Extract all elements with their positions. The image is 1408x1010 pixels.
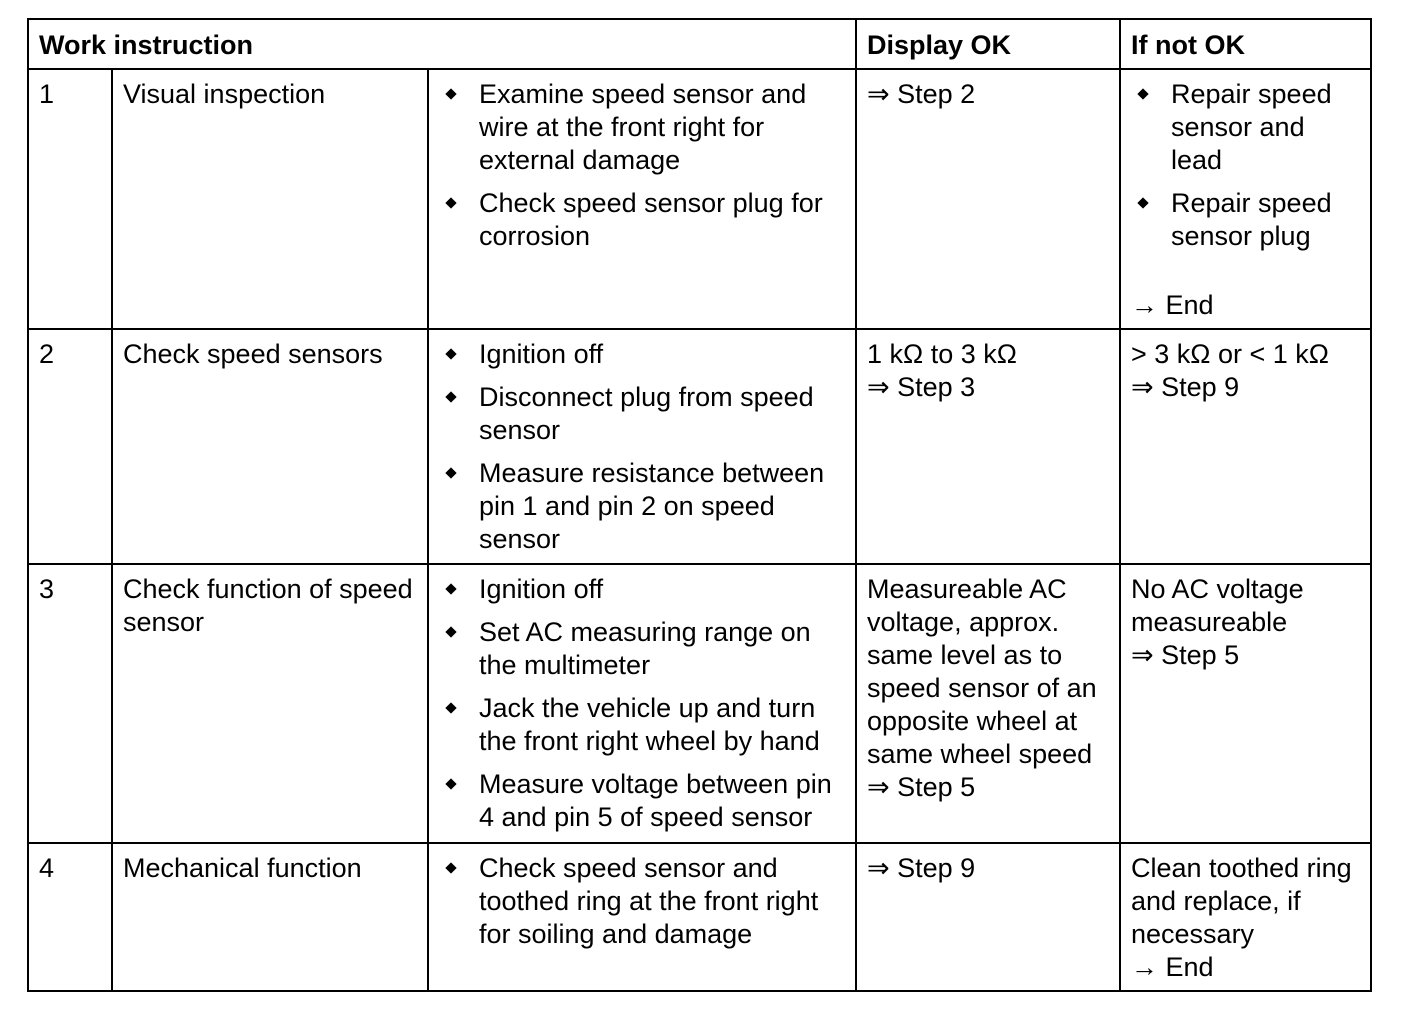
instruction-cell bbox=[428, 564, 856, 843]
instruction-cell bbox=[428, 69, 856, 329]
instruction-item bbox=[439, 381, 845, 447]
table-row bbox=[28, 69, 1371, 329]
not-ok-end: → End bbox=[1131, 952, 1214, 982]
instruction-item bbox=[439, 573, 845, 606]
display-ok-cell bbox=[856, 843, 1120, 991]
not-ok-text: Repair speed sensor and lead bbox=[1171, 79, 1332, 175]
header-display-ok: Display OK bbox=[856, 19, 1120, 69]
step-title: Mechanical function bbox=[112, 843, 428, 991]
instruction-item bbox=[439, 457, 845, 556]
instruction-item bbox=[439, 768, 845, 834]
not-ok-step: ⇒ Step 9 bbox=[1131, 372, 1240, 402]
diamond-bullet-icon bbox=[445, 348, 456, 359]
step-number: 1 bbox=[28, 69, 112, 329]
step-title: Visual inspection bbox=[112, 69, 428, 329]
header-row bbox=[28, 19, 1371, 69]
step-number: 4 bbox=[28, 843, 112, 991]
instruction-cell bbox=[428, 329, 856, 564]
instruction-text: Disconnect plug from speed sensor bbox=[479, 382, 814, 445]
instruction-text: Measure resistance between pin 1 and pin 2 on speed sensor bbox=[479, 458, 825, 554]
work-instruction-table bbox=[27, 18, 1372, 992]
display-ok-step: ⇒ Step 9 bbox=[867, 853, 976, 883]
instruction-cell bbox=[428, 843, 856, 991]
not-ok-text: Clean toothed ring and replace, if necessary bbox=[1131, 853, 1352, 949]
step-number: 3 bbox=[28, 564, 112, 843]
diamond-bullet-icon bbox=[445, 862, 456, 873]
instruction-text: Check speed sensor plug for corrosion bbox=[479, 188, 823, 251]
display-ok-step: ⇒ Step 3 bbox=[867, 372, 976, 402]
not-ok-item bbox=[1131, 187, 1360, 253]
table-row bbox=[28, 329, 1371, 564]
diamond-bullet-icon bbox=[445, 391, 456, 402]
not-ok-cell bbox=[1120, 843, 1371, 991]
display-ok-text: Measureable AC voltage, approx. same level as to speed sensor of an opposite wheel at same wheel speed bbox=[867, 574, 1097, 769]
display-ok-text: ⇒ Step 2 bbox=[867, 79, 976, 109]
diamond-bullet-icon bbox=[445, 197, 456, 208]
display-ok-text: 1 kΩ to 3 kΩ bbox=[867, 339, 1017, 369]
table-row bbox=[28, 843, 1371, 991]
diamond-bullet-icon bbox=[1137, 197, 1148, 208]
instruction-item bbox=[439, 852, 845, 951]
instruction-text: Ignition off bbox=[479, 574, 604, 604]
instruction-text: Set AC measuring range on the multimeter bbox=[479, 617, 811, 680]
instruction-item bbox=[439, 78, 845, 177]
instruction-text: Jack the vehicle up and turn the front right wheel by hand bbox=[479, 693, 820, 756]
diamond-bullet-icon bbox=[445, 778, 456, 789]
not-ok-text: > 3 kΩ or < 1 kΩ bbox=[1131, 339, 1329, 369]
not-ok-text: No AC voltage measureable bbox=[1131, 574, 1304, 637]
header-work-instruction: Work instruction bbox=[28, 19, 856, 69]
instruction-text: Examine speed sensor and wire at the front right for external damage bbox=[479, 79, 807, 175]
step-number: 2 bbox=[28, 329, 112, 564]
display-ok-cell bbox=[856, 329, 1120, 564]
not-ok-text: Repair speed sensor plug bbox=[1171, 188, 1332, 251]
not-ok-cell bbox=[1120, 564, 1371, 843]
step-title: Check speed sensors bbox=[112, 329, 428, 564]
not-ok-cell bbox=[1120, 69, 1371, 329]
header-if-not-ok: If not OK bbox=[1120, 19, 1371, 69]
diamond-bullet-icon bbox=[445, 702, 456, 713]
step-title: Check function of speed sensor bbox=[112, 564, 428, 843]
display-ok-cell bbox=[856, 564, 1120, 843]
not-ok-cell bbox=[1120, 329, 1371, 564]
diamond-bullet-icon bbox=[445, 583, 456, 594]
instruction-text: Measure voltage between pin 4 and pin 5 of speed sensor bbox=[479, 769, 832, 832]
diamond-bullet-icon bbox=[445, 88, 456, 99]
display-ok-step: ⇒ Step 5 bbox=[867, 772, 976, 802]
not-ok-item bbox=[1131, 78, 1360, 177]
not-ok-end: → End bbox=[1131, 290, 1214, 320]
instruction-item bbox=[439, 692, 845, 758]
instruction-item bbox=[439, 338, 845, 371]
display-ok-cell bbox=[856, 69, 1120, 329]
diamond-bullet-icon bbox=[445, 626, 456, 637]
instruction-text: Ignition off bbox=[479, 339, 604, 369]
diamond-bullet-icon bbox=[445, 467, 456, 478]
table-row bbox=[28, 564, 1371, 843]
instruction-item bbox=[439, 616, 845, 682]
diamond-bullet-icon bbox=[1137, 88, 1148, 99]
instruction-text: Check speed sensor and toothed ring at the front right for soiling and damage bbox=[479, 853, 819, 949]
not-ok-step: ⇒ Step 5 bbox=[1131, 640, 1240, 670]
instruction-item bbox=[439, 187, 845, 253]
